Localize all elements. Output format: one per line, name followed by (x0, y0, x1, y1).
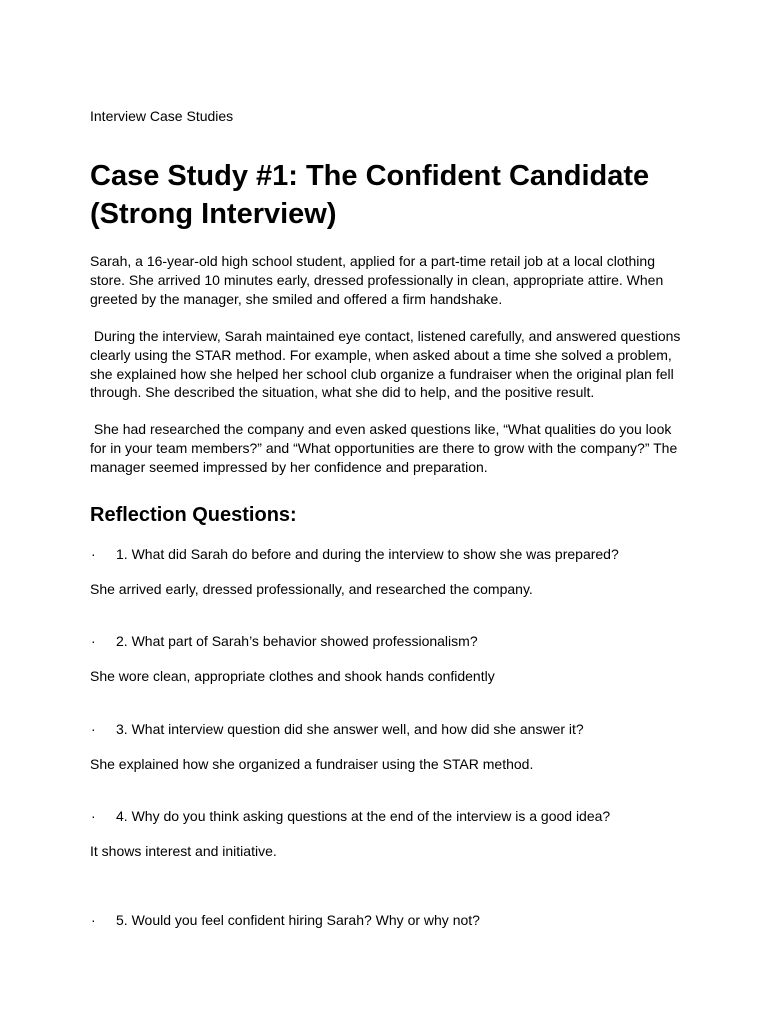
bullet-icon: · (91, 721, 96, 737)
question-item-3 (90, 721, 584, 738)
question-item-2 (90, 633, 478, 650)
question-item-1 (90, 546, 619, 563)
case-study-title-line-1: Case Study #1: The Confident Candidate (90, 160, 650, 192)
question-text: 3. What interview question did she answer well, and how did she answer it? (116, 721, 584, 737)
answer-text-1: She arrived early, dressed professionally, and researched the company. (90, 581, 533, 597)
document-label: Interview Case Studies (90, 108, 234, 124)
story-paragraph-3: She had researched the company and even asked questions like, “What qualities do you look for in your team members?” and “What opportunities are there to grow with the company?” The manager seemed impressed by her confidence and preparation. (90, 421, 682, 475)
bullet-icon: · (91, 546, 96, 562)
answer-text-2: She wore clean, appropriate clothes and shook hands confidently (90, 668, 495, 684)
answer-text-3: She explained how she organized a fundraiser using the STAR method. (90, 756, 534, 772)
question-text: 4. Why do you think asking questions at the end of the interview is a good idea? (116, 808, 611, 824)
story-paragraph-1: Sarah, a 16-year-old high school student, applied for a part-time retail job at a local clothing store. She arrived 10 minutes early, dressed professionally in clean, appropriate attire. When greeted by the manager, she smiled and offered a firm handshake. (90, 253, 664, 307)
case-study-title (90, 157, 690, 233)
question-item-4 (90, 808, 610, 825)
question-item-5 (90, 912, 480, 929)
answer-text-4: It shows interest and initiative. (90, 843, 277, 859)
question-text: 5. Would you feel confident hiring Sarah? Why or why not? (116, 912, 480, 928)
bullet-icon: · (91, 633, 96, 649)
case-study-title-line-2: (Strong Interview) (90, 198, 337, 230)
question-text: 1. What did Sarah do before and during the interview to show she was prepared? (116, 546, 619, 562)
reflection-heading: Reflection Questions: (90, 504, 297, 526)
story-paragraph-2: During the interview, Sarah maintained eye contact, listened carefully, and answered questions clearly using the STAR method. For example, when asked about a time she solved a problem, she explained how she helped her school club organize a fundraiser when the original plan fell through. She described the situation, what she did to help, and the positive result. (90, 328, 685, 401)
question-text: 2. What part of Sarah’s behavior showed professionalism? (116, 633, 478, 649)
bullet-icon: · (91, 912, 96, 928)
bullet-icon: · (91, 808, 96, 824)
